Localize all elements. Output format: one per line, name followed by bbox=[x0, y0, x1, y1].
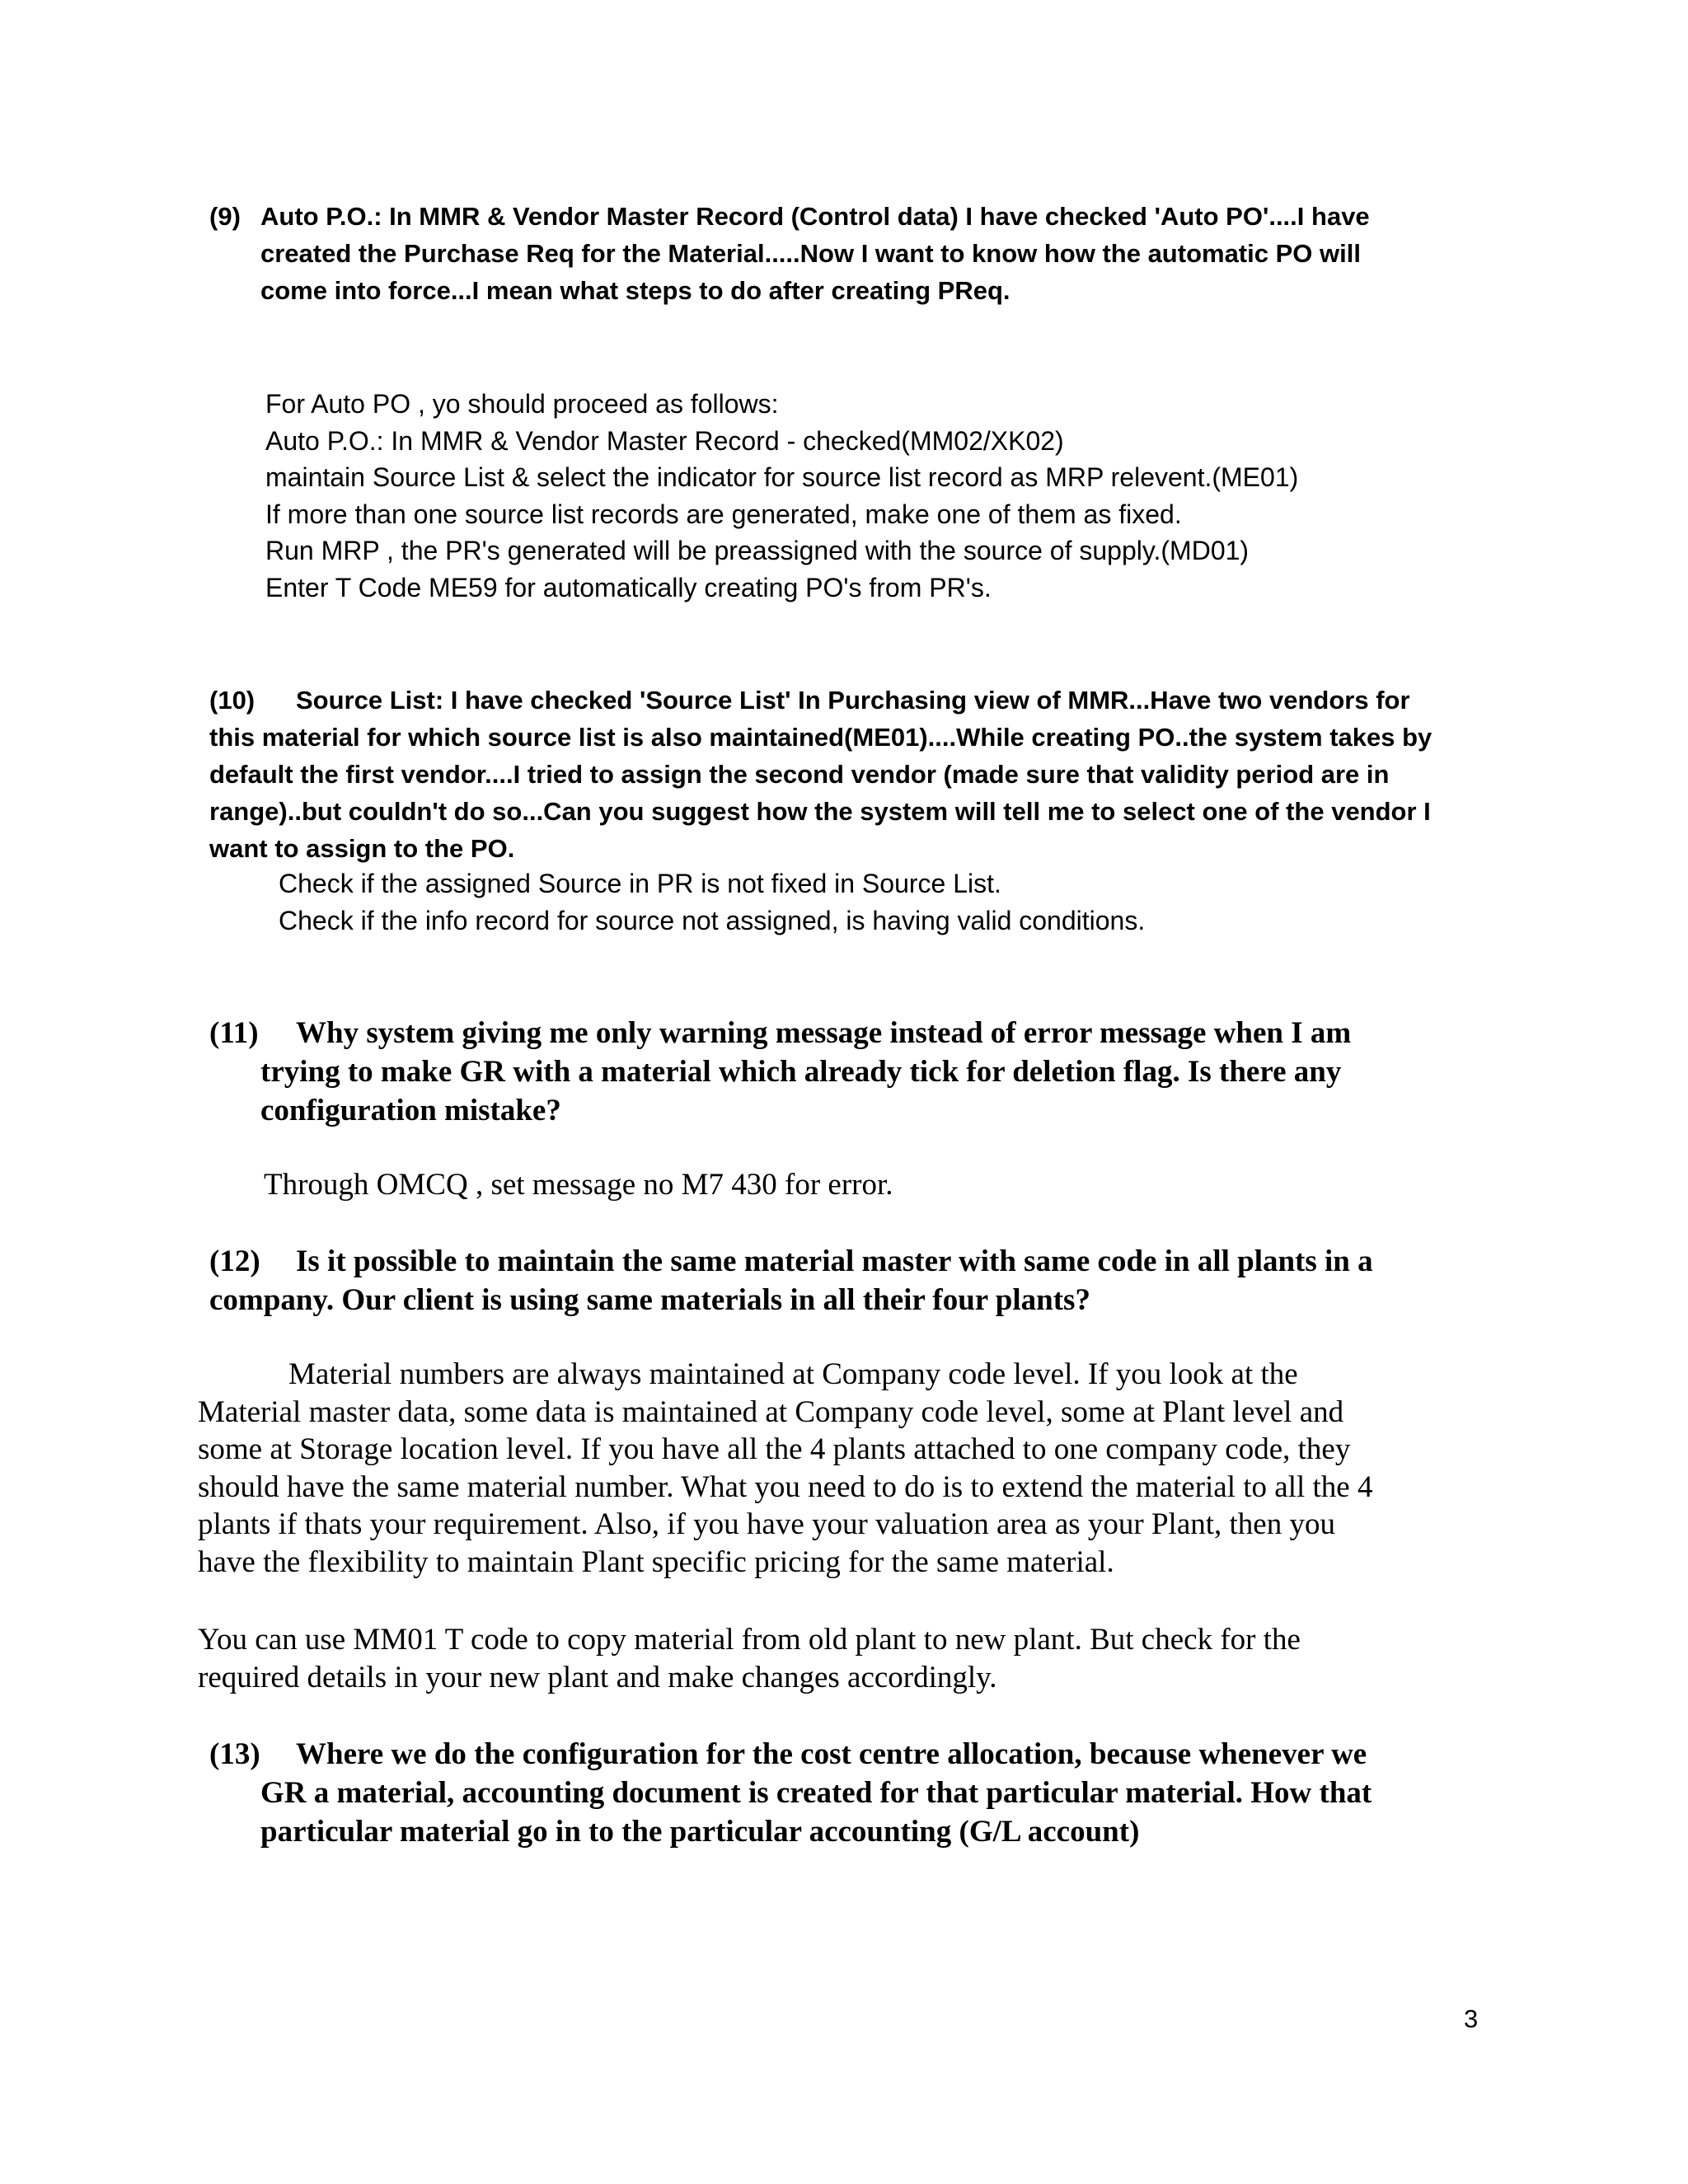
answer-12-line-5: plants if thats your requirement. Also, if you have your valuation area as your Plant, then you bbox=[198, 1507, 1335, 1541]
answer-9-line-5: Run MRP , the PR's generated will be preassigned with the source of supply.(MD01) bbox=[265, 536, 1250, 565]
answer-12-paragraph-2 bbox=[198, 1621, 1301, 1696]
answer-10-line-2: Check if the info record for source not assigned, is having valid conditions. bbox=[279, 905, 1146, 935]
answer-12-line-2: Material master data, some data is maintained at Company code level, some at Plant level and bbox=[198, 1394, 1344, 1429]
question-10-line-1: (10) Source List: I have checked 'Source List' In Purchasing view of MMR...Have two vendors for bbox=[209, 682, 1432, 719]
question-12 bbox=[209, 1242, 1373, 1319]
answer-9-line-1: For Auto PO , yo should proceed as follows: bbox=[265, 389, 779, 419]
question-10-line-3: default the first vendor....I tried to assign the second vendor (made sure that validity period are in bbox=[209, 760, 1390, 789]
answer-12-line-3: some at Storage location level. If you have all the 4 plants attached to one company code, they bbox=[198, 1432, 1351, 1466]
page-number: 3 bbox=[1464, 2004, 1479, 2033]
question-12-line-1: (12) Is it possible to maintain the same material master with same code in all plants in a bbox=[209, 1242, 1373, 1281]
answer-10 bbox=[279, 865, 1145, 939]
answer-12-paragraph-1 bbox=[198, 1356, 1372, 1581]
question-13-line-3: particular material go in to the particular accounting (G/L account) bbox=[260, 1815, 1140, 1849]
question-10-number: (10) bbox=[209, 686, 256, 715]
answer-9-line-6: Enter T Code ME59 for automatically creating PO's from PR's. bbox=[265, 572, 992, 602]
answer-9-line-3: maintain Source List & select the indicator for source list record as MRP relevent.(ME01) bbox=[265, 462, 1299, 492]
question-10-line-2: this material for which source list is also maintained(ME01)....While creating PO..the system takes by bbox=[209, 723, 1432, 752]
question-11 bbox=[209, 1014, 1351, 1130]
question-12-line-2: company. Our client is using same materials in all their four plants? bbox=[209, 1283, 1090, 1317]
question-9-line-3: come into force...I mean what steps to do after creating PReq. bbox=[260, 276, 1010, 305]
question-9 bbox=[209, 198, 1370, 309]
answer-10-line-1: Check if the assigned Source in PR is not fixed in Source List. bbox=[279, 869, 1001, 898]
answer-9 bbox=[265, 386, 1298, 606]
answer-12-p2-line-2: required details in your new plant and make changes accordingly. bbox=[198, 1660, 997, 1694]
question-13-line-1: (13) Where we do the configuration for the cost centre allocation, because whenever we bbox=[209, 1735, 1372, 1774]
question-9-line-2: created the Purchase Req for the Material.....Now I want to know how the automatic PO will bbox=[260, 239, 1361, 268]
question-13 bbox=[209, 1735, 1372, 1851]
answer-9-line-2: Auto P.O.: In MMR & Vendor Master Record - checked(MM02/XK02) bbox=[265, 425, 1064, 456]
question-10-line-5: want to assign to the PO. bbox=[209, 834, 515, 863]
question-9-number: (9) bbox=[209, 202, 241, 231]
question-10-line-4: range)..but couldn't do so...Can you suggest how the system will tell me to select one of the vendor I bbox=[209, 797, 1431, 826]
question-11-line-2: trying to make GR with a material which already tick for deletion flag. Is there any bbox=[260, 1055, 1342, 1089]
answer-11: Through OMCQ , set message no M7 430 for error. bbox=[264, 1168, 893, 1202]
question-11-line-1: (11) Why system giving me only warning message instead of error message when I am bbox=[209, 1014, 1351, 1052]
question-10 bbox=[209, 682, 1432, 867]
answer-12-p2-line-1: You can use MM01 T code to copy material from old plant to new plant. But check for the bbox=[198, 1623, 1301, 1657]
question-11-number: (11) bbox=[209, 1016, 259, 1050]
answer-12-line-6: have the flexibility to maintain Plant specific pricing for the same material. bbox=[198, 1544, 1114, 1579]
answer-12-line-1: Material numbers are always maintained at Company code level. If you look at the bbox=[288, 1357, 1298, 1391]
question-13-line-2: GR a material, accounting document is created for that particular material. How that bbox=[260, 1776, 1372, 1810]
answer-12-line-4: should have the same material number. What you need to do is to extend the material to all the 4 bbox=[198, 1469, 1373, 1504]
question-13-number: (13) bbox=[209, 1737, 260, 1771]
question-9-line-1: (9) Auto P.O.: In MMR & Vendor Master Record (Control data) I have checked 'Auto PO'....I have bbox=[209, 198, 1370, 235]
question-11-line-3: configuration mistake? bbox=[260, 1094, 561, 1127]
question-12-number: (12) bbox=[209, 1244, 260, 1278]
answer-9-line-4: If more than one source list records are generated, make one of them as fixed. bbox=[265, 499, 1182, 529]
